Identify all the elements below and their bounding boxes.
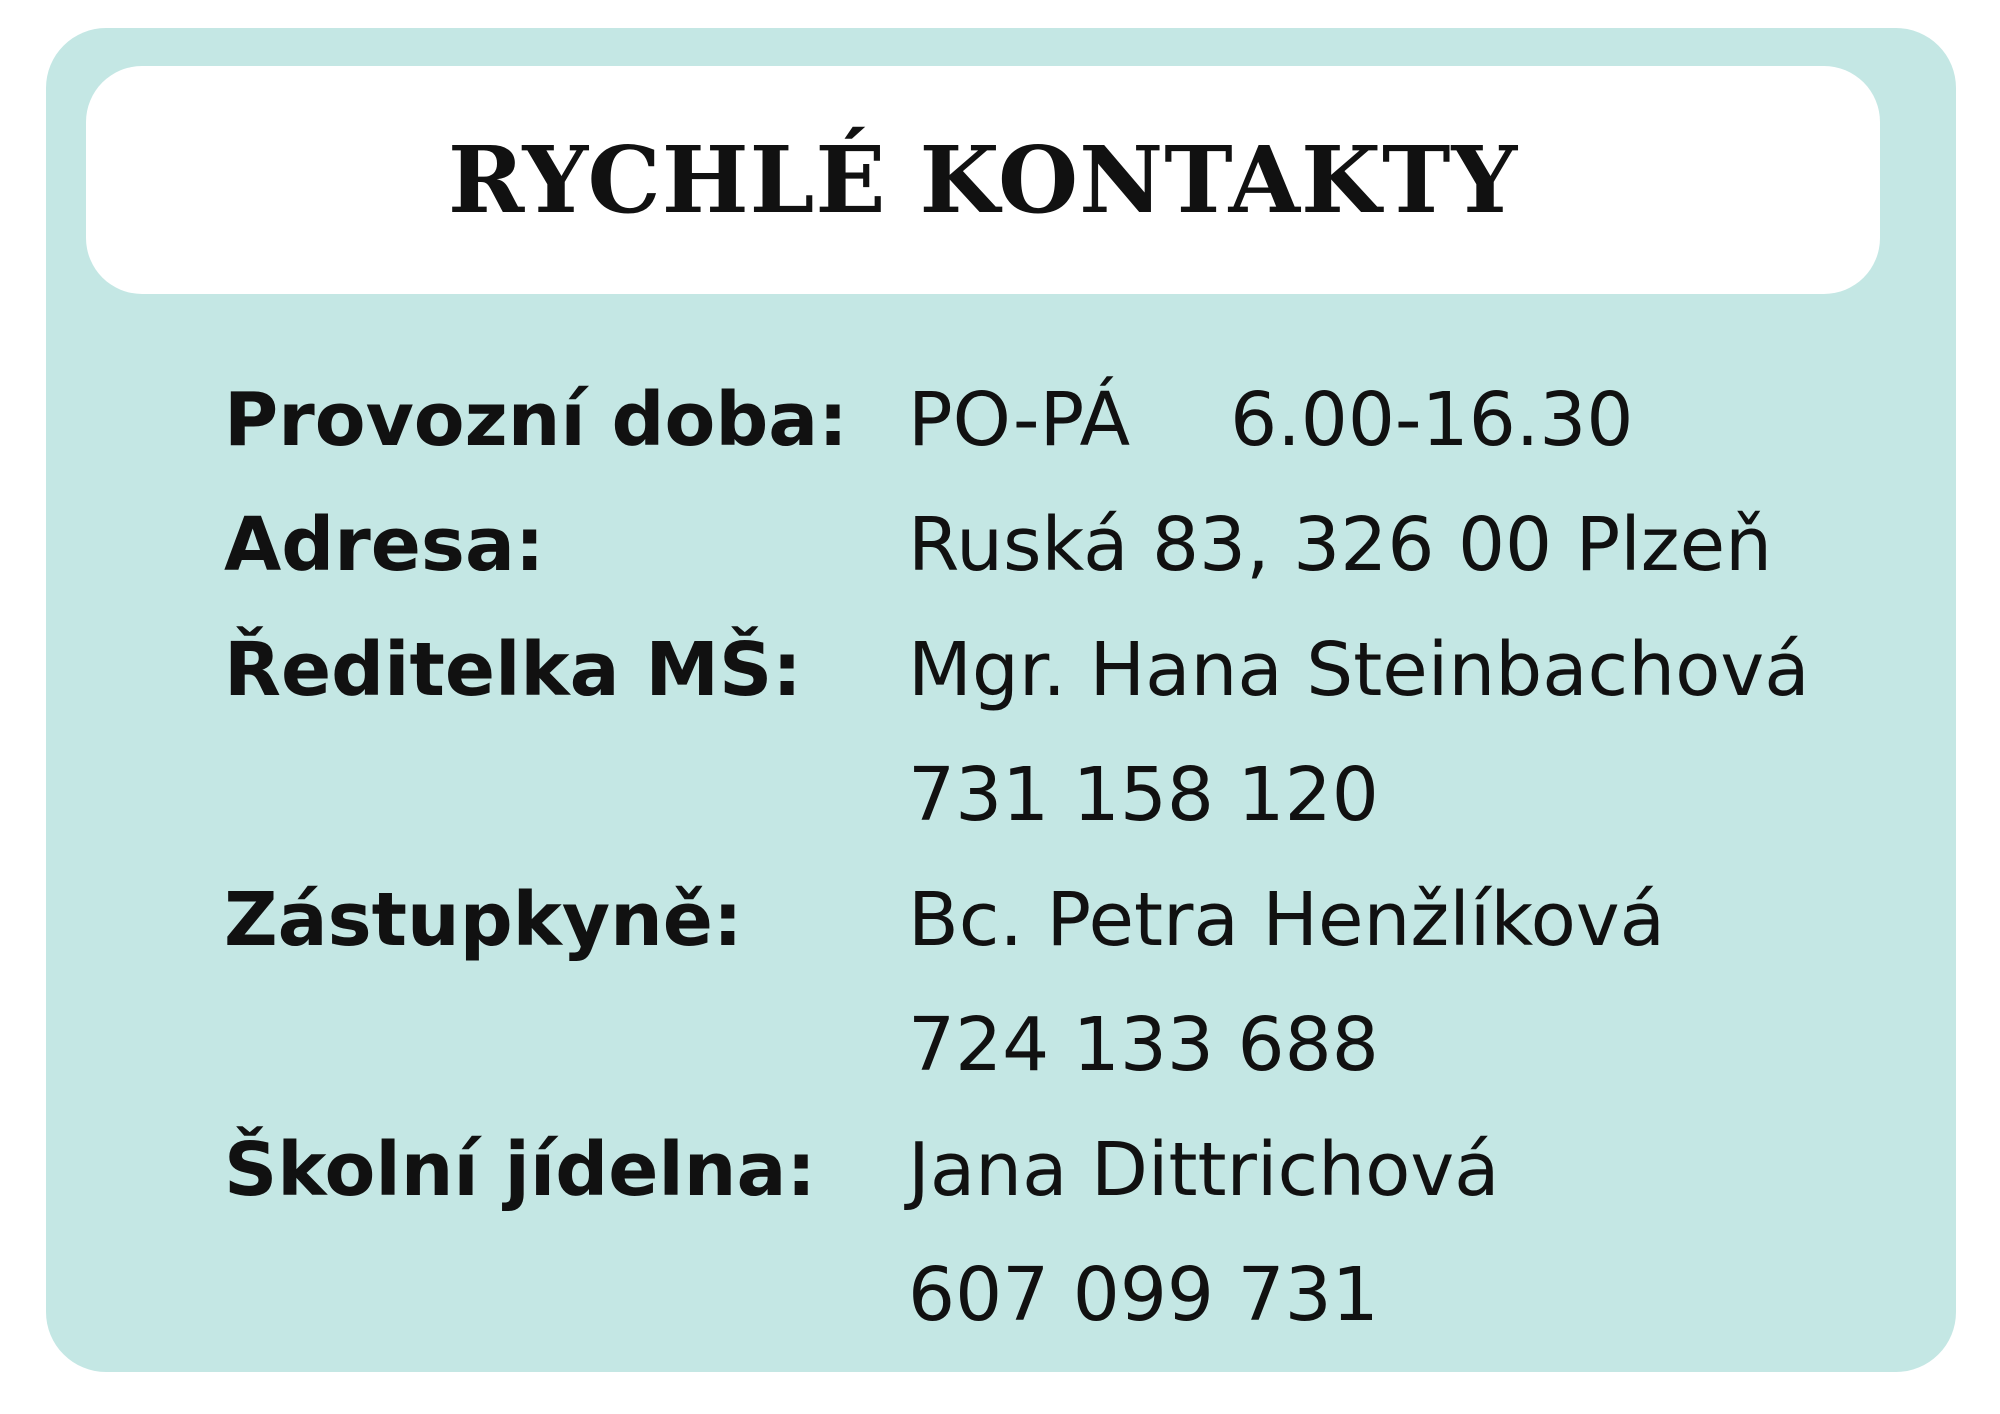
canteen-label: Školní jídelna: (224, 1127, 816, 1213)
hours-value (908, 358, 1633, 483)
director-name: Mgr. Hana Steinbachová (908, 627, 1810, 713)
contacts-card (46, 28, 1956, 1372)
director-phone: 731 158 120 (908, 752, 1379, 838)
deputy-label: Zástupkyně: (224, 877, 743, 963)
canteen-phone: 607 099 731 (908, 1252, 1379, 1338)
hours-label: Provozní doba: (224, 377, 848, 463)
address-value: Ruská 83, 326 00 Plzeň (908, 502, 1773, 588)
title-box (86, 66, 1880, 294)
page-title: RYCHLÉ KONTAKTY (447, 126, 1519, 234)
deputy-name: Bc. Petra Henžlíková (908, 877, 1665, 963)
hours-days: PO-PÁ (908, 377, 1131, 463)
canteen-name: Jana Dittrichová (908, 1127, 1500, 1213)
director-label: Ředitelka MŠ: (224, 627, 802, 713)
deputy-phone: 724 133 688 (908, 1002, 1379, 1088)
address-label: Adresa: (224, 502, 545, 588)
hours-time: 6.00-16.30 (1230, 377, 1634, 463)
